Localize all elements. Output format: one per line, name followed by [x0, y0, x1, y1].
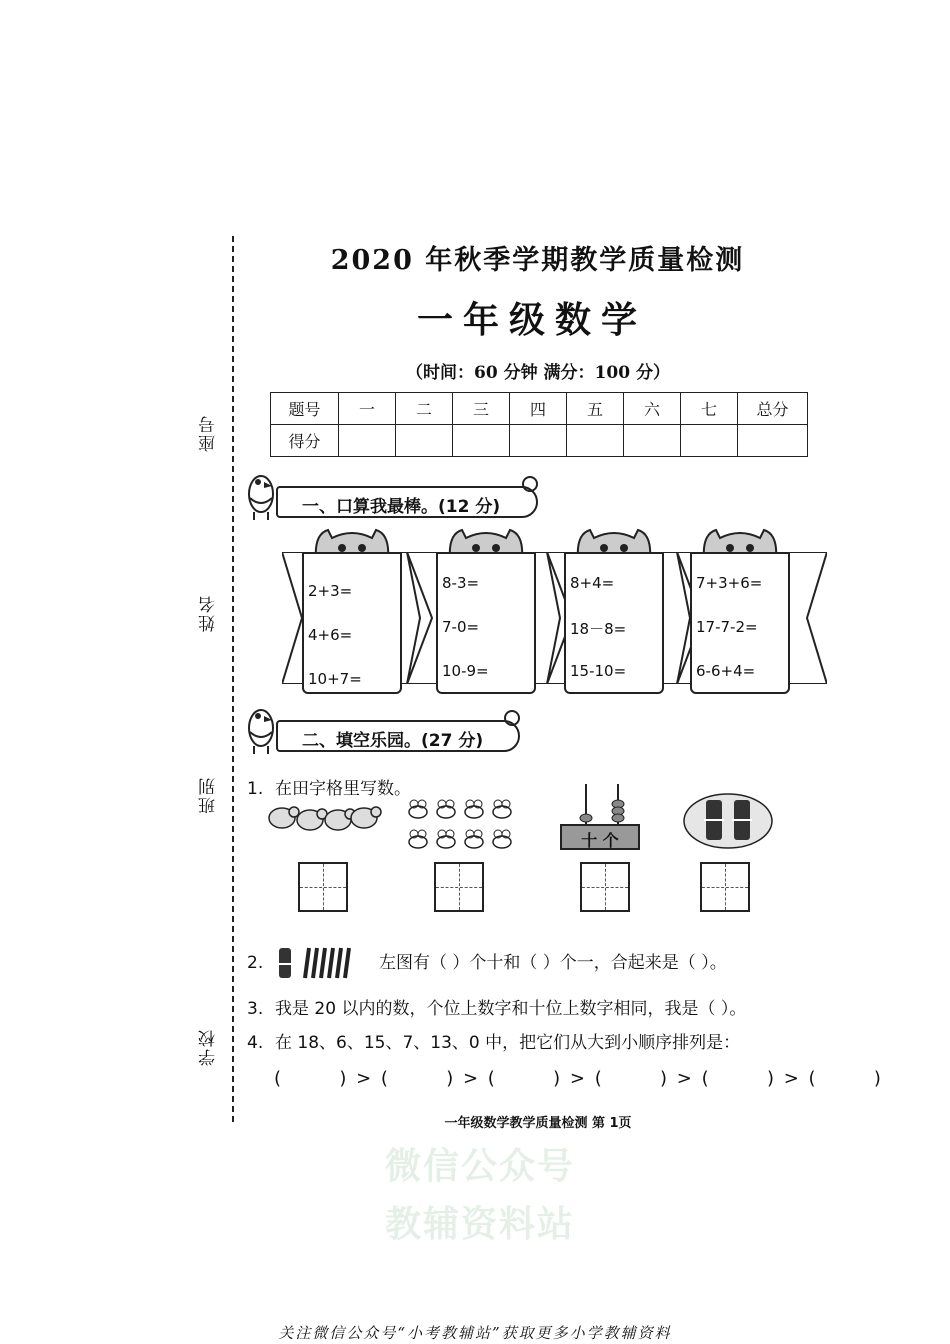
calc-item: 2+3= [308, 582, 353, 600]
abacus-icon [560, 782, 640, 826]
table-cell: 六 [624, 393, 681, 425]
banner-curl-icon [522, 476, 538, 492]
score-table-header-row [271, 393, 808, 425]
table-cell: 一 [339, 393, 396, 425]
score-input-cell [681, 425, 738, 457]
school-label: 学校 [199, 1028, 219, 1066]
table-cell: 四 [510, 393, 567, 425]
calc-card-2 [434, 526, 562, 696]
ordering-answer-line: ( ) > ( ) > ( ) > ( ) > ( ) > ( ) [274, 1068, 881, 1089]
section1-title: 一、口算我最棒。(12 分) [302, 497, 501, 517]
section2-title: 二、填空乐园。(27 分) [302, 731, 484, 751]
bottom-note: 关注微信公众号“小考教辅站”获取更多小学教辅资料 [278, 1324, 672, 1342]
page-footer: 一年级数学教学质量检测 第 1页 [444, 1116, 632, 1131]
exam-title: 2020 年秋季学期教学质量检测 [330, 245, 745, 276]
bundled-sticks-icon [682, 792, 774, 850]
question-4 [247, 1028, 740, 1053]
calc-item: 8-3= [442, 574, 480, 592]
abacus [560, 782, 640, 850]
question-text: 在 18、6、15、7、13、0 中，把它们从大到小顺序排列是： [275, 1033, 741, 1053]
question-number: 3. [247, 999, 264, 1019]
calc-item: 4+6= [308, 626, 353, 644]
sticks-icon [275, 946, 365, 980]
question-number: 4. [247, 1033, 264, 1053]
watermark-line-2: 教辅资料站 [384, 1204, 575, 1245]
calc-card-frame [436, 552, 536, 694]
calc-card-1 [300, 526, 428, 696]
question-text: 在田字格里写数。 [275, 779, 411, 799]
subject-title: 一年级数学 [416, 299, 647, 341]
table-cell: 得分 [271, 425, 339, 457]
section1-banner [276, 486, 538, 518]
question-text: 左图有（ ）个十和（ ）个一，合起来是（ ）。 [379, 953, 727, 973]
tian-grid-box [298, 862, 348, 912]
calc-item: 8+4= [570, 574, 615, 592]
calc-card-4 [688, 526, 816, 696]
time-info: （时间：60 分钟 满分：100 分） [406, 363, 670, 383]
bird-icon [244, 698, 278, 754]
calc-item: 10-9= [442, 662, 489, 680]
score-input-cell [738, 425, 808, 457]
score-input-cell [510, 425, 567, 457]
question-number: 1. [247, 779, 264, 799]
score-table-score-row [271, 425, 808, 457]
question-text: 我是 20 以内的数，个位上数字和十位上数字相同，我是（ ）。 [275, 999, 747, 1019]
calc-card-frame [690, 552, 790, 694]
calc-item: 7-0= [442, 618, 480, 636]
banner-curl-icon [504, 710, 520, 726]
tian-grid-box [434, 862, 484, 912]
calc-card-frame [564, 552, 664, 694]
table-cell: 总分 [738, 393, 808, 425]
calc-card-frame [302, 552, 402, 694]
table-cell: 三 [453, 393, 510, 425]
calc-item: 10+7= [308, 670, 362, 688]
bird-icon [244, 464, 278, 520]
table-cell: 题号 [271, 393, 339, 425]
abacus-base-label: 十 个 [560, 824, 640, 850]
section2-banner [276, 720, 520, 752]
table-cell: 五 [567, 393, 624, 425]
question-number: 2. [247, 953, 264, 973]
score-input-cell [339, 425, 396, 457]
score-input-cell [624, 425, 681, 457]
question-3 [247, 994, 746, 1019]
question-2 [247, 946, 727, 980]
tian-grid-box [580, 862, 630, 912]
score-input-cell [396, 425, 453, 457]
class-label: 班别 [199, 776, 219, 814]
watermark-line-1: 微信公众号 [384, 1146, 575, 1187]
calc-item: 17-7-2= [696, 618, 758, 636]
calc-item: 18－8= [570, 620, 627, 638]
turtles-icon [266, 790, 382, 840]
table-cell: 二 [396, 393, 453, 425]
calc-item: 15-10= [570, 662, 627, 680]
table-cell: 七 [681, 393, 738, 425]
calc-item: 7+3+6= [696, 574, 763, 592]
score-input-cell [453, 425, 510, 457]
bees-icon [404, 798, 520, 856]
tian-grid-box [700, 862, 750, 912]
score-table [270, 392, 808, 457]
calc-card-3 [562, 526, 690, 696]
score-input-cell [567, 425, 624, 457]
calc-item: 6-6+4= [696, 662, 756, 680]
name-label: 姓名 [199, 594, 219, 632]
seat-number-label: 座号 [199, 414, 219, 452]
